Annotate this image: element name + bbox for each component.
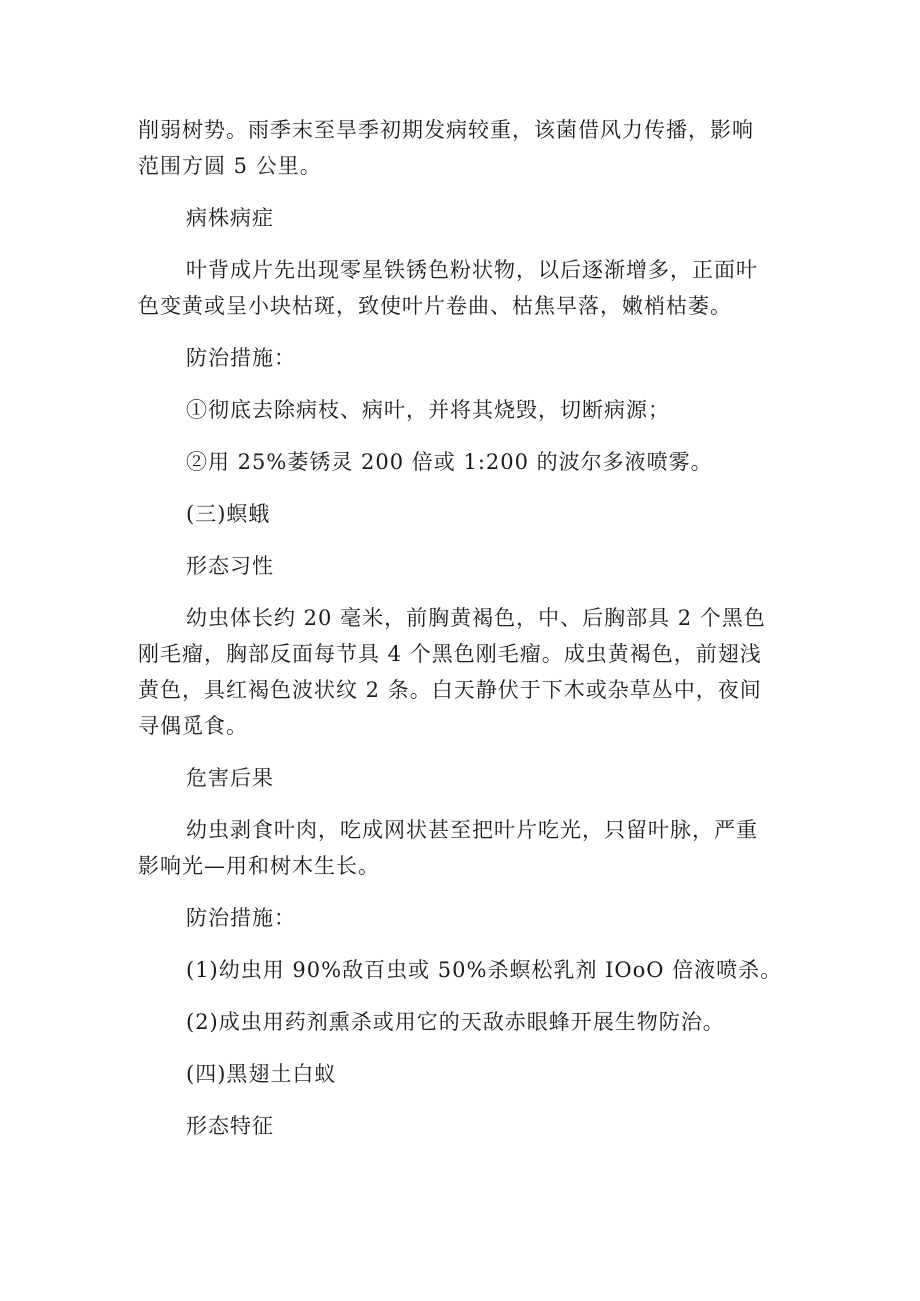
document-page xyxy=(138,112,792,1160)
text-line: 幼虫体长约 20 毫米，前胸黄褐色，中、后胸部具 2 个黑色 xyxy=(186,606,766,630)
text-line: 危害后果 xyxy=(186,766,274,790)
body-paragraph xyxy=(138,252,792,324)
section-heading xyxy=(138,900,792,936)
text-line: 刚毛瘤，胸部反面每节具 4 个黑色刚毛瘤。成虫黄褐色，前翅浅 xyxy=(138,642,762,666)
body-paragraph xyxy=(138,112,792,184)
section-heading xyxy=(138,1056,792,1092)
text-line: 寻偶觅食。 xyxy=(138,714,248,738)
text-line: 影响光—用和树木生长。 xyxy=(138,854,380,878)
section-heading xyxy=(138,340,792,376)
text-line: 色变黄或呈小块枯斑，致使叶片卷曲、枯焦早落，嫩梢枯萎。 xyxy=(138,294,732,318)
text-line: 病株病症 xyxy=(186,206,274,230)
text-line: 黄色，具红褐色波状纹 2 条。白天静伏于下木或杂草丛中，夜间 xyxy=(138,678,762,702)
text-line: (1)幼虫用 90%敌百虫或 50%杀螟松乳剂 IOoO 倍液喷杀。 xyxy=(186,958,783,982)
text-line: ①彻底去除病枝、病叶，并将其烧毁，切断病源； xyxy=(186,398,670,422)
list-item xyxy=(138,444,792,480)
list-item xyxy=(138,392,792,428)
section-heading xyxy=(138,760,792,796)
text-line: (四)黑翅土白蚁 xyxy=(186,1062,337,1086)
text-line: 防治措施： xyxy=(186,906,296,930)
body-paragraph xyxy=(138,600,792,744)
text-line: (2)成虫用药剂熏杀或用它的天敌赤眼蜂开展生物防治。 xyxy=(186,1010,725,1034)
list-item xyxy=(138,952,792,988)
text-line: 削弱树势。雨季末至旱季初期发病较重，该菌借风力传播，影响 xyxy=(138,118,754,142)
section-heading xyxy=(138,200,792,236)
text-line: (三)螟蛾 xyxy=(186,502,271,526)
text-line: 形态特征 xyxy=(186,1114,274,1138)
list-item xyxy=(138,1004,792,1040)
text-line: 幼虫剥食叶肉，吃成网状甚至把叶片吃光，只留叶脉，严重 xyxy=(186,818,758,842)
text-line: ②用 25%萎锈灵 200 倍或 1:200 的波尔多液喷雾。 xyxy=(186,450,713,474)
section-heading xyxy=(138,1108,792,1144)
text-line: 形态习性 xyxy=(186,554,274,578)
text-line: 防治措施： xyxy=(186,346,296,370)
section-heading xyxy=(138,496,792,532)
text-line: 叶背成片先出现零星铁锈色粉状物，以后逐渐增多，正面叶 xyxy=(186,258,758,282)
section-heading xyxy=(138,548,792,584)
text-line: 范围方圆 5 公里。 xyxy=(138,154,322,178)
body-paragraph xyxy=(138,812,792,884)
